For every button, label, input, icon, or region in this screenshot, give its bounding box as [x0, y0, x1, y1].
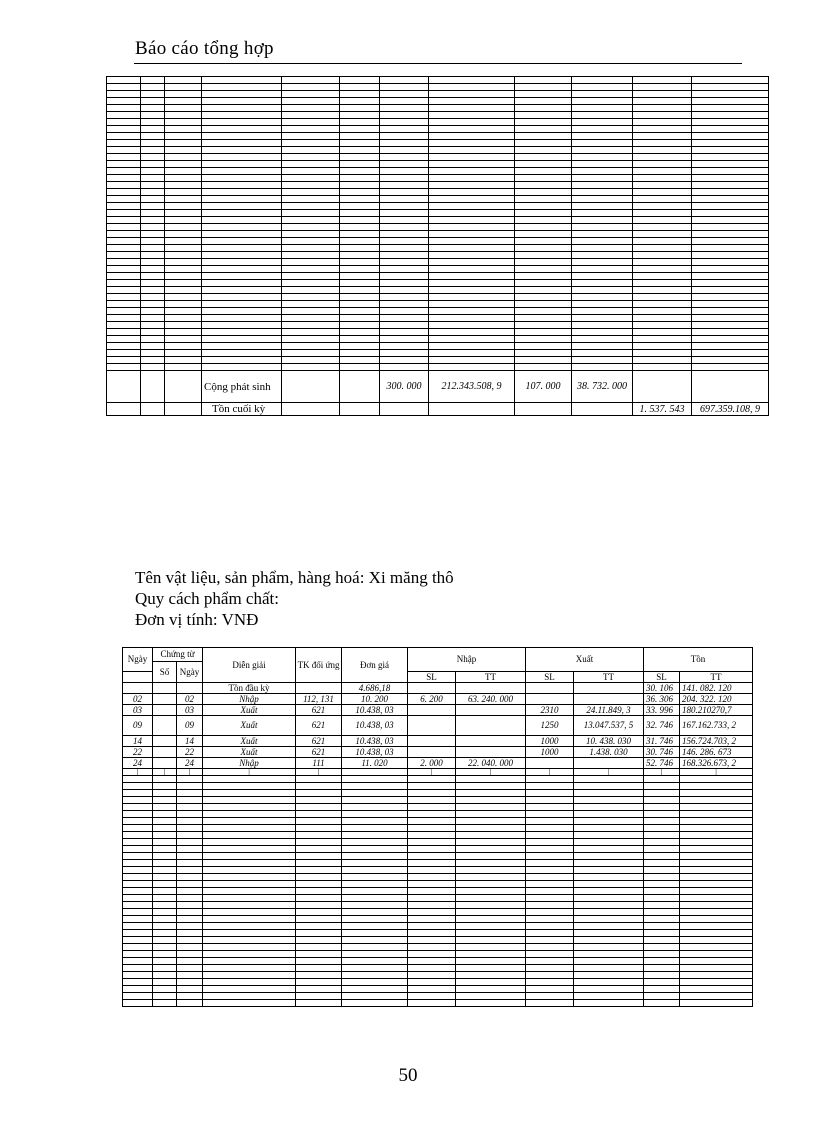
ledger-tick-row: | | | | | | | | | | |	[123, 769, 753, 776]
cell-ngay-ct: 14	[177, 736, 203, 747]
col-xuat-header: Xuất	[526, 648, 644, 672]
cell-so	[153, 736, 177, 747]
cell-don-gia: 11. 020	[342, 758, 408, 769]
ledger-blank-row	[123, 797, 753, 804]
cell-ngay: 02	[123, 694, 153, 705]
header-rule	[134, 63, 742, 64]
cell-dien-giai: Nhập	[203, 758, 296, 769]
ledger-blank-row	[123, 986, 753, 993]
ledger-entry-row	[123, 736, 753, 747]
nhap-sl-header: SL	[408, 672, 456, 683]
closing-label: Tồn cuối kỳ	[202, 403, 282, 416]
cell-dien-giai: Xuất	[203, 705, 296, 716]
ledger-blank-row	[107, 238, 769, 245]
cell-ngay: 24	[123, 758, 153, 769]
ledger-blank-row	[107, 210, 769, 217]
cell-xuat-sl	[526, 694, 574, 705]
ledger-blank-row	[123, 811, 753, 818]
nhap-tt-header: TT	[456, 672, 526, 683]
cell-nhap-tt	[456, 716, 526, 736]
cell-ngay-ct: 24	[177, 758, 203, 769]
cell-xuat-sl: 2310	[526, 705, 574, 716]
cell-ton-sl: 31. 746	[644, 736, 680, 747]
col-so-header: Số	[153, 662, 177, 683]
ledger-blank-row	[123, 993, 753, 1000]
cell-tk: 621	[296, 705, 342, 716]
cell-dien-giai: Nhập	[203, 694, 296, 705]
ledger-blank-row	[123, 1000, 753, 1007]
ledger-blank-row	[123, 874, 753, 881]
page-number: 50	[398, 1065, 418, 1086]
cell-nhap-sl	[408, 736, 456, 747]
cell-nhap-sl	[408, 705, 456, 716]
opening-label: Tồn đầu kỳ	[203, 683, 296, 694]
cell-nhap-tt	[456, 747, 526, 758]
cell-ton-sl: 33. 996	[644, 705, 680, 716]
material-ledger-table	[122, 647, 753, 1007]
ledger-blank-row	[123, 818, 753, 825]
cell-ton-tt: 204. 322. 120	[680, 694, 753, 705]
ledger-blank-row	[123, 965, 753, 972]
ledger-blank-row	[107, 77, 769, 84]
col-ton-header: Tồn	[644, 648, 753, 672]
ledger-blank-row	[107, 364, 769, 371]
opening-don-gia: 4.686,18	[342, 683, 408, 694]
material-unit-line: Đơn vị tính: VNĐ	[135, 610, 259, 629]
cell-don-gia: 10.438, 03	[342, 736, 408, 747]
cell-ton-sl: 36. 306	[644, 694, 680, 705]
cell-ngay: 22	[123, 747, 153, 758]
cell-ton-sl: 30. 746	[644, 747, 680, 758]
ledger-blank-row	[123, 930, 753, 937]
opening-ton-tt: 141. 082. 120	[680, 683, 753, 694]
xuat-tt-header: TT	[574, 672, 644, 683]
closing-ton-sl: 1. 537. 543	[633, 403, 692, 416]
ledger-blank-row	[123, 860, 753, 867]
cell-xuat-tt: 13.047.537, 5	[574, 716, 644, 736]
cell-don-gia: 10.438, 03	[342, 705, 408, 716]
cell-nhap-tt: 63. 240. 000	[456, 694, 526, 705]
opening-balance-row	[123, 683, 753, 694]
cell-nhap-tt	[456, 736, 526, 747]
ledger-blank-row	[123, 846, 753, 853]
opening-ton-sl: 30. 106	[644, 683, 680, 694]
col-ngay-header: Ngày	[123, 648, 153, 672]
material-spec-line: Quy cách phẩm chất:	[135, 589, 279, 608]
ledger-blank-row	[107, 280, 769, 287]
cell-nhap-tt: 22. 040. 000	[456, 758, 526, 769]
cell-ngay: 14	[123, 736, 153, 747]
material-name-line: Tên vật liệu, sản phẩm, hàng hoá: Xi măng thô	[135, 568, 454, 587]
cell-xuat-sl: 1250	[526, 716, 574, 736]
ledger-blank-row	[107, 287, 769, 294]
ledger-blank-row	[107, 133, 769, 140]
total-xuat-tt: 38. 732. 000	[572, 371, 633, 403]
cell-xuat-tt	[574, 694, 644, 705]
cell-so	[153, 694, 177, 705]
cell-dien-giai: Xuất	[203, 747, 296, 758]
ledger-blank-row	[107, 245, 769, 252]
cell-ton-sl: 32. 746	[644, 716, 680, 736]
ledger-blank-row	[107, 224, 769, 231]
ledger-blank-row	[107, 336, 769, 343]
ledger-blank-row	[107, 119, 769, 126]
ledger-blank-row	[107, 147, 769, 154]
cell-tk: 111	[296, 758, 342, 769]
ledger-blank-row	[123, 825, 753, 832]
ledger-blank-row	[107, 168, 769, 175]
ledger-blank-row	[107, 154, 769, 161]
page-header-title: Báo cáo tổng hợp	[135, 38, 274, 59]
cell-nhap-sl	[408, 747, 456, 758]
cell-ton-tt: 168.326.673, 2	[680, 758, 753, 769]
ledger-blank-row	[123, 902, 753, 909]
ledger-blank-row	[123, 881, 753, 888]
ton-tt-header: TT	[680, 672, 753, 683]
cell-ton-sl: 52. 746	[644, 758, 680, 769]
cell-ngay-ct: 09	[177, 716, 203, 736]
cell-nhap-sl	[408, 716, 456, 736]
ledger-blank-row	[123, 951, 753, 958]
ledger-blank-row	[107, 196, 769, 203]
cell-don-gia: 10.438, 03	[342, 747, 408, 758]
ledger-blank-row	[123, 776, 753, 783]
ledger-entry-row	[123, 758, 753, 769]
ledger-blank-row	[107, 329, 769, 336]
xuat-sl-header: SL	[526, 672, 574, 683]
cell-nhap-sl: 6. 200	[408, 694, 456, 705]
ledger-blank-row	[107, 308, 769, 315]
ledger-blank-row	[123, 958, 753, 965]
cell-so	[153, 758, 177, 769]
cell-so	[153, 716, 177, 736]
ledger-blank-row	[107, 105, 769, 112]
ledger-blank-row	[107, 189, 769, 196]
ledger-blank-row	[107, 350, 769, 357]
total-nhap-tt: 212.343.508, 9	[429, 371, 515, 403]
cell-xuat-sl: 1000	[526, 736, 574, 747]
ledger-table-continued	[106, 76, 769, 416]
ledger-blank-row	[107, 175, 769, 182]
ledger-blank-row	[107, 217, 769, 224]
ledger-blank-row	[107, 112, 769, 119]
closing-ton-tt: 697.359.108, 9	[692, 403, 769, 416]
ledger-blank-row	[107, 84, 769, 91]
ledger-blank-row	[123, 937, 753, 944]
cell-tk: 112, 131	[296, 694, 342, 705]
ledger-blank-row	[107, 294, 769, 301]
cell-xuat-tt: 10. 438. 030	[574, 736, 644, 747]
ledger-blank-row	[123, 979, 753, 986]
ledger-blank-row	[107, 231, 769, 238]
cell-xuat-tt: 1.438. 030	[574, 747, 644, 758]
total-xuat-sl: 107. 000	[515, 371, 572, 403]
cell-don-gia: 10. 200	[342, 694, 408, 705]
ledger-blank-row	[107, 182, 769, 189]
total-label: Cộng phát sinh	[202, 371, 282, 403]
cell-ton-tt: 180.210270,7	[680, 705, 753, 716]
ledger-blank-row	[123, 888, 753, 895]
ledger-blank-row	[123, 790, 753, 797]
ledger-blank-row	[123, 804, 753, 811]
ledger-blank-row	[107, 203, 769, 210]
cell-xuat-tt	[574, 758, 644, 769]
total-nhap-sl: 300. 000	[380, 371, 429, 403]
cell-ngay-ct: 02	[177, 694, 203, 705]
cell-tk: 621	[296, 716, 342, 736]
ledger-blank-row	[107, 98, 769, 105]
ledger-blank-row	[123, 923, 753, 930]
cell-ton-tt: 146. 286. 673	[680, 747, 753, 758]
col-nhap-header: Nhập	[408, 648, 526, 672]
col-dien-giai-header: Diễn giải	[203, 648, 296, 683]
ledger-blank-row	[107, 91, 769, 98]
ledger-blank-row	[107, 161, 769, 168]
cell-ton-tt: 167.162.733, 2	[680, 716, 753, 736]
ledger-blank-row	[107, 273, 769, 280]
ledger-blank-row	[123, 916, 753, 923]
ledger-blank-row	[107, 266, 769, 273]
ledger-blank-row	[123, 895, 753, 902]
ledger-blank-row	[107, 343, 769, 350]
cell-ton-tt: 156.724.703, 2	[680, 736, 753, 747]
ledger-entry-row	[123, 747, 753, 758]
cell-dien-giai: Xuất	[203, 716, 296, 736]
cell-nhap-tt	[456, 705, 526, 716]
ledger-blank-row	[107, 322, 769, 329]
ledger-table-body	[107, 77, 769, 416]
ledger-blank-row	[107, 301, 769, 308]
ledger-blank-row	[107, 252, 769, 259]
cell-xuat-sl: 1000	[526, 747, 574, 758]
ledger-total-row	[107, 371, 769, 403]
cell-dien-giai: Xuất	[203, 736, 296, 747]
cell-ngay: 03	[123, 705, 153, 716]
ledger-blank-row	[107, 315, 769, 322]
ledger-entry-row	[123, 705, 753, 716]
col-don-gia-header: Đơn giá	[342, 648, 408, 683]
ledger-blank-row	[123, 972, 753, 979]
cell-ngay-ct: 03	[177, 705, 203, 716]
ledger-blank-row	[123, 867, 753, 874]
cell-ngay-ct: 22	[177, 747, 203, 758]
col-ngay-ct-header: Ngày	[177, 662, 203, 683]
ledger-blank-row	[107, 140, 769, 147]
ledger-entry-row	[123, 694, 753, 705]
ledger-blank-row	[107, 126, 769, 133]
cell-tk: 621	[296, 736, 342, 747]
cell-ngay: 09	[123, 716, 153, 736]
ledger-blank-row	[123, 853, 753, 860]
cell-xuat-sl	[526, 758, 574, 769]
col-tk-doi-ung-header: TK đối ứng	[296, 648, 342, 683]
cell-nhap-sl: 2. 000	[408, 758, 456, 769]
ledger-blank-row	[123, 839, 753, 846]
cell-so	[153, 747, 177, 758]
cell-so	[153, 705, 177, 716]
ledger-blank-row	[107, 259, 769, 266]
ledger-entry-row	[123, 716, 753, 736]
cell-tk: 621	[296, 747, 342, 758]
ledger-blank-row	[123, 783, 753, 790]
col-chung-tu-header: Chứng từ	[153, 648, 203, 662]
cell-xuat-tt: 24.11.849, 3	[574, 705, 644, 716]
ton-sl-header: SL	[644, 672, 680, 683]
ledger-closing-row	[107, 403, 769, 416]
ledger-blank-row	[107, 357, 769, 364]
cell-don-gia: 10.438, 03	[342, 716, 408, 736]
ledger-blank-row	[123, 832, 753, 839]
ledger-blank-row	[123, 944, 753, 951]
ledger-blank-row	[123, 909, 753, 916]
